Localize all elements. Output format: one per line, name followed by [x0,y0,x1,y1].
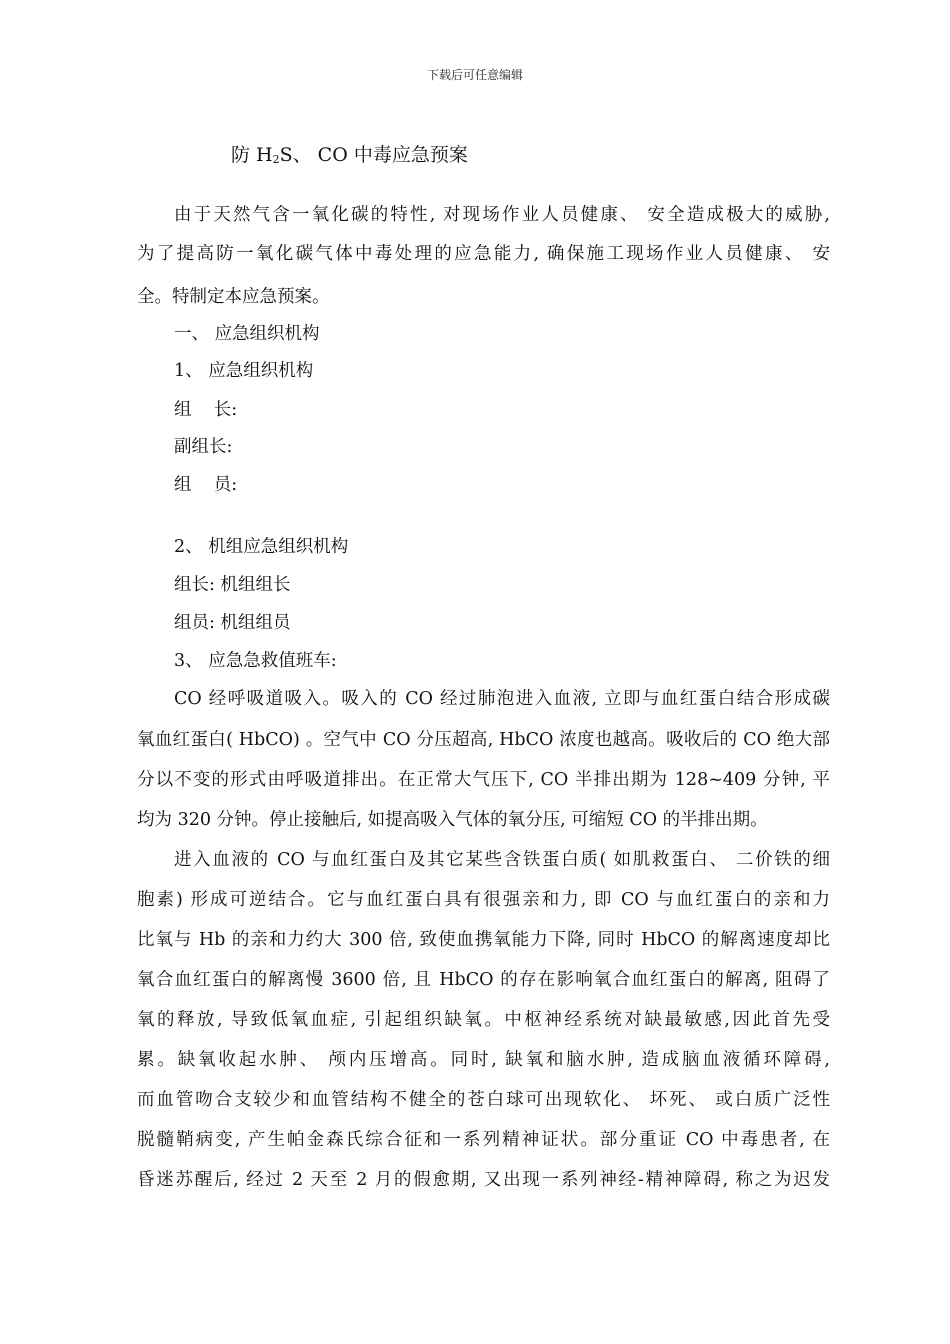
document-title [231,140,468,167]
title-suffix: S、 CO 中毒应急预案 [279,144,468,166]
body-line: 累。缺氧收起水肿、 颅内压增高。同时, 缺氧和脑水肿, 造成脑血液循环障碍, [137,1050,830,1070]
intro-line: 由于天然气含一氧化碳的特性, 对现场作业人员健康、 安全造成极大的威胁, [174,205,830,225]
body-line: 脱髓鞘病变, 产生帕金森氏综合征和一系列精神证状。部分重证 CO 中毒患者, 在 [137,1130,830,1150]
crew-leader-field: 组长: 机组组长 [174,575,291,595]
section-heading: 一、 应急组织机构 [174,324,320,344]
intro-line: 为了提高防一氧化碳气体中毒处理的应急能力, 确保施工现场作业人员健康、 安 [137,244,830,264]
body-line: 氧血红蛋白( HbCO) 。空气中 CO 分压超高, HbCO 浓度也越高。吸收后的 CO 绝大部 [137,730,830,750]
page-header-note: 下载后可任意编辑 [426,68,523,82]
subsection-heading: 2、 机组应急组织机构 [174,537,349,557]
body-line: 而血管吻合支较少和血管结构不健全的苍白球可出现软化、 坏死、 或白质广泛性 [137,1090,830,1110]
intro-line: 全。特制定本应急预案。 [137,287,330,307]
body-line: 均为 320 分钟。停止接触后, 如提高吸入气体的氧分压, 可缩短 CO 的半排出期。 [137,810,768,830]
crew-members-field: 组员: 机组组员 [174,613,291,633]
body-line: CO 经呼吸道吸入。吸入的 CO 经过肺泡进入血液, 立即与血红蛋白结合形成碳 [174,689,830,709]
members-field: 组 员: [174,475,238,495]
body-line: 进入血液的 CO 与血红蛋白及其它某些含铁蛋白质( 如肌救蛋白、 二价铁的细 [174,850,830,870]
body-line: 昏迷苏醒后, 经过 2 天至 2 月的假愈期, 又出现一系列神经-精神障碍, 称之为迟发 [137,1170,830,1190]
subsection-heading: 3、 应急急救值班车: [174,651,337,671]
leader-field: 组 长: [174,400,238,420]
title-subscript: 2 [272,153,280,166]
body-line: 氧的释放, 导致低氧血症, 引起组织缺氧。中枢神经系统对缺最敏感,因此首先受 [137,1010,830,1030]
subsection-heading: 1、 应急组织机构 [174,361,314,381]
body-line: 氧合血红蛋白的解离慢 3600 倍, 且 HbCO 的存在影响氧合血红蛋白的解离, 阻碍了 [137,970,830,990]
body-line: 胞素) 形成可逆结合。它与血红蛋白具有很强亲和力, 即 CO 与血红蛋白的亲和力 [137,890,830,910]
title-prefix: 防 H [231,144,273,166]
body-line: 比氧与 Hb 的亲和力约大 300 倍, 致使血携氧能力下降, 同时 HbCO 的解离速度却比 [137,930,830,950]
vice-leader-field: 副组长: [174,437,233,457]
body-line: 分以不变的形式由呼吸道排出。在正常大气压下, CO 半排出期为 128~409 分钟, 平 [137,770,830,790]
